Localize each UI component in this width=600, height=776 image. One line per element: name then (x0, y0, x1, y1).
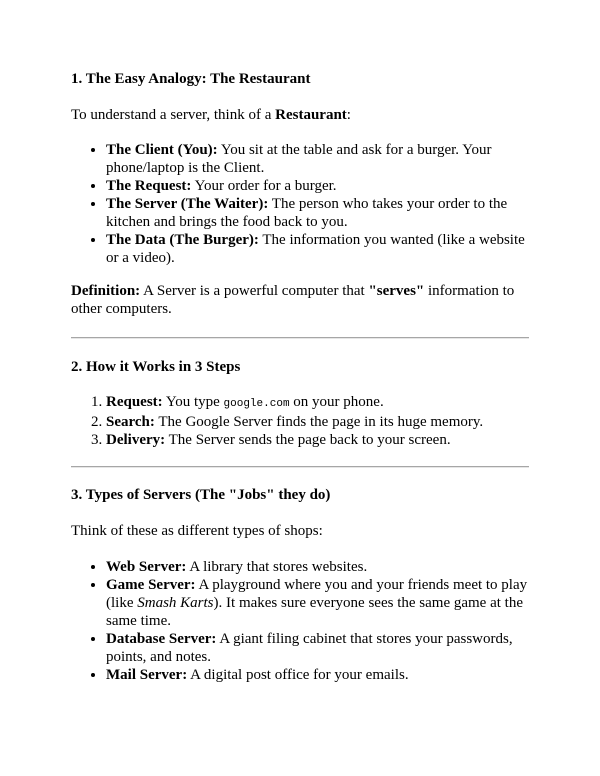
list-item-term: Web Server: (106, 559, 187, 575)
list-item-text-before: A playground where you and your friends meet to play (like (106, 577, 528, 611)
list-item-text: The Server sends the page back to your screen. (165, 432, 451, 448)
section1-intro-suffix: : (346, 107, 351, 123)
list-item-term: Search: (106, 414, 155, 430)
list-item (106, 393, 529, 413)
list-item-text-after: on your phone. (289, 394, 384, 410)
section1-intro (71, 106, 529, 124)
definition-emphasis: "serves" (368, 283, 425, 299)
list-item-term: The Server (The Waiter): (106, 196, 269, 212)
list-item-text: The information you wanted (like a website or a video). (106, 232, 525, 266)
inline-code: google.com (223, 398, 290, 410)
list-item (106, 231, 529, 267)
list-item-term: Database Server: (106, 631, 217, 647)
list-item (106, 195, 529, 231)
list-item-text: You sit at the table and ask for a burger. Your phone/laptop is the Client. (106, 142, 492, 176)
definition-text-before: A Server is a powerful computer that (140, 283, 369, 299)
restaurant-analogy-list (71, 141, 529, 267)
list-item-text: Your order for a burger. (191, 178, 337, 194)
list-item-text-before: You type (162, 394, 224, 410)
list-item-term: The Data (The Burger): (106, 232, 259, 248)
server-types-list (71, 558, 529, 684)
list-item-term: Request: (106, 394, 163, 410)
list-item-text-after: ). It makes sure everyone sees the same game at the same time. (106, 595, 523, 629)
list-item-text: The Google Server finds the page in its huge memory. (154, 414, 484, 430)
section1-intro-prefix: To understand a server, think of a (71, 107, 276, 123)
list-item (106, 141, 529, 177)
list-item-term: Delivery: (106, 432, 166, 448)
section1-intro-bold: Restaurant (275, 107, 347, 123)
list-item-text: A giant filing cabinet that stores your passwords, points, and notes. (106, 631, 513, 665)
section2-heading: 2. How it Works in 3 Steps (71, 359, 241, 375)
list-item-term: Mail Server: (106, 667, 188, 683)
definition-text-after: information to other computers. (71, 283, 515, 317)
section3-intro: Think of these as different types of shops: (71, 523, 323, 539)
list-item (106, 413, 529, 431)
section-divider (71, 337, 529, 339)
list-item-text: A digital post office for your emails. (187, 667, 409, 683)
list-item (106, 177, 529, 195)
list-item (106, 431, 529, 449)
list-item-text: The person who takes your order to the kitchen and brings the food back to you. (106, 196, 508, 230)
section1-heading: 1. The Easy Analogy: The Restaurant (71, 71, 311, 87)
section-divider (71, 466, 529, 468)
steps-list (71, 393, 529, 449)
list-item-italic: Smash Karts (137, 595, 214, 611)
list-item (106, 576, 529, 630)
list-item (106, 666, 529, 684)
section3-heading: 3. Types of Servers (The "Jobs" they do) (71, 487, 331, 503)
definition-label: Definition: (71, 283, 141, 299)
list-item-text: A library that stores websites. (186, 559, 368, 575)
list-item-term: The Request: (106, 178, 192, 194)
list-item-term: Game Server: (106, 577, 196, 593)
list-item-term: The Client (You): (106, 142, 218, 158)
definition-paragraph (71, 282, 529, 318)
list-item (106, 630, 529, 666)
list-item (106, 558, 529, 576)
